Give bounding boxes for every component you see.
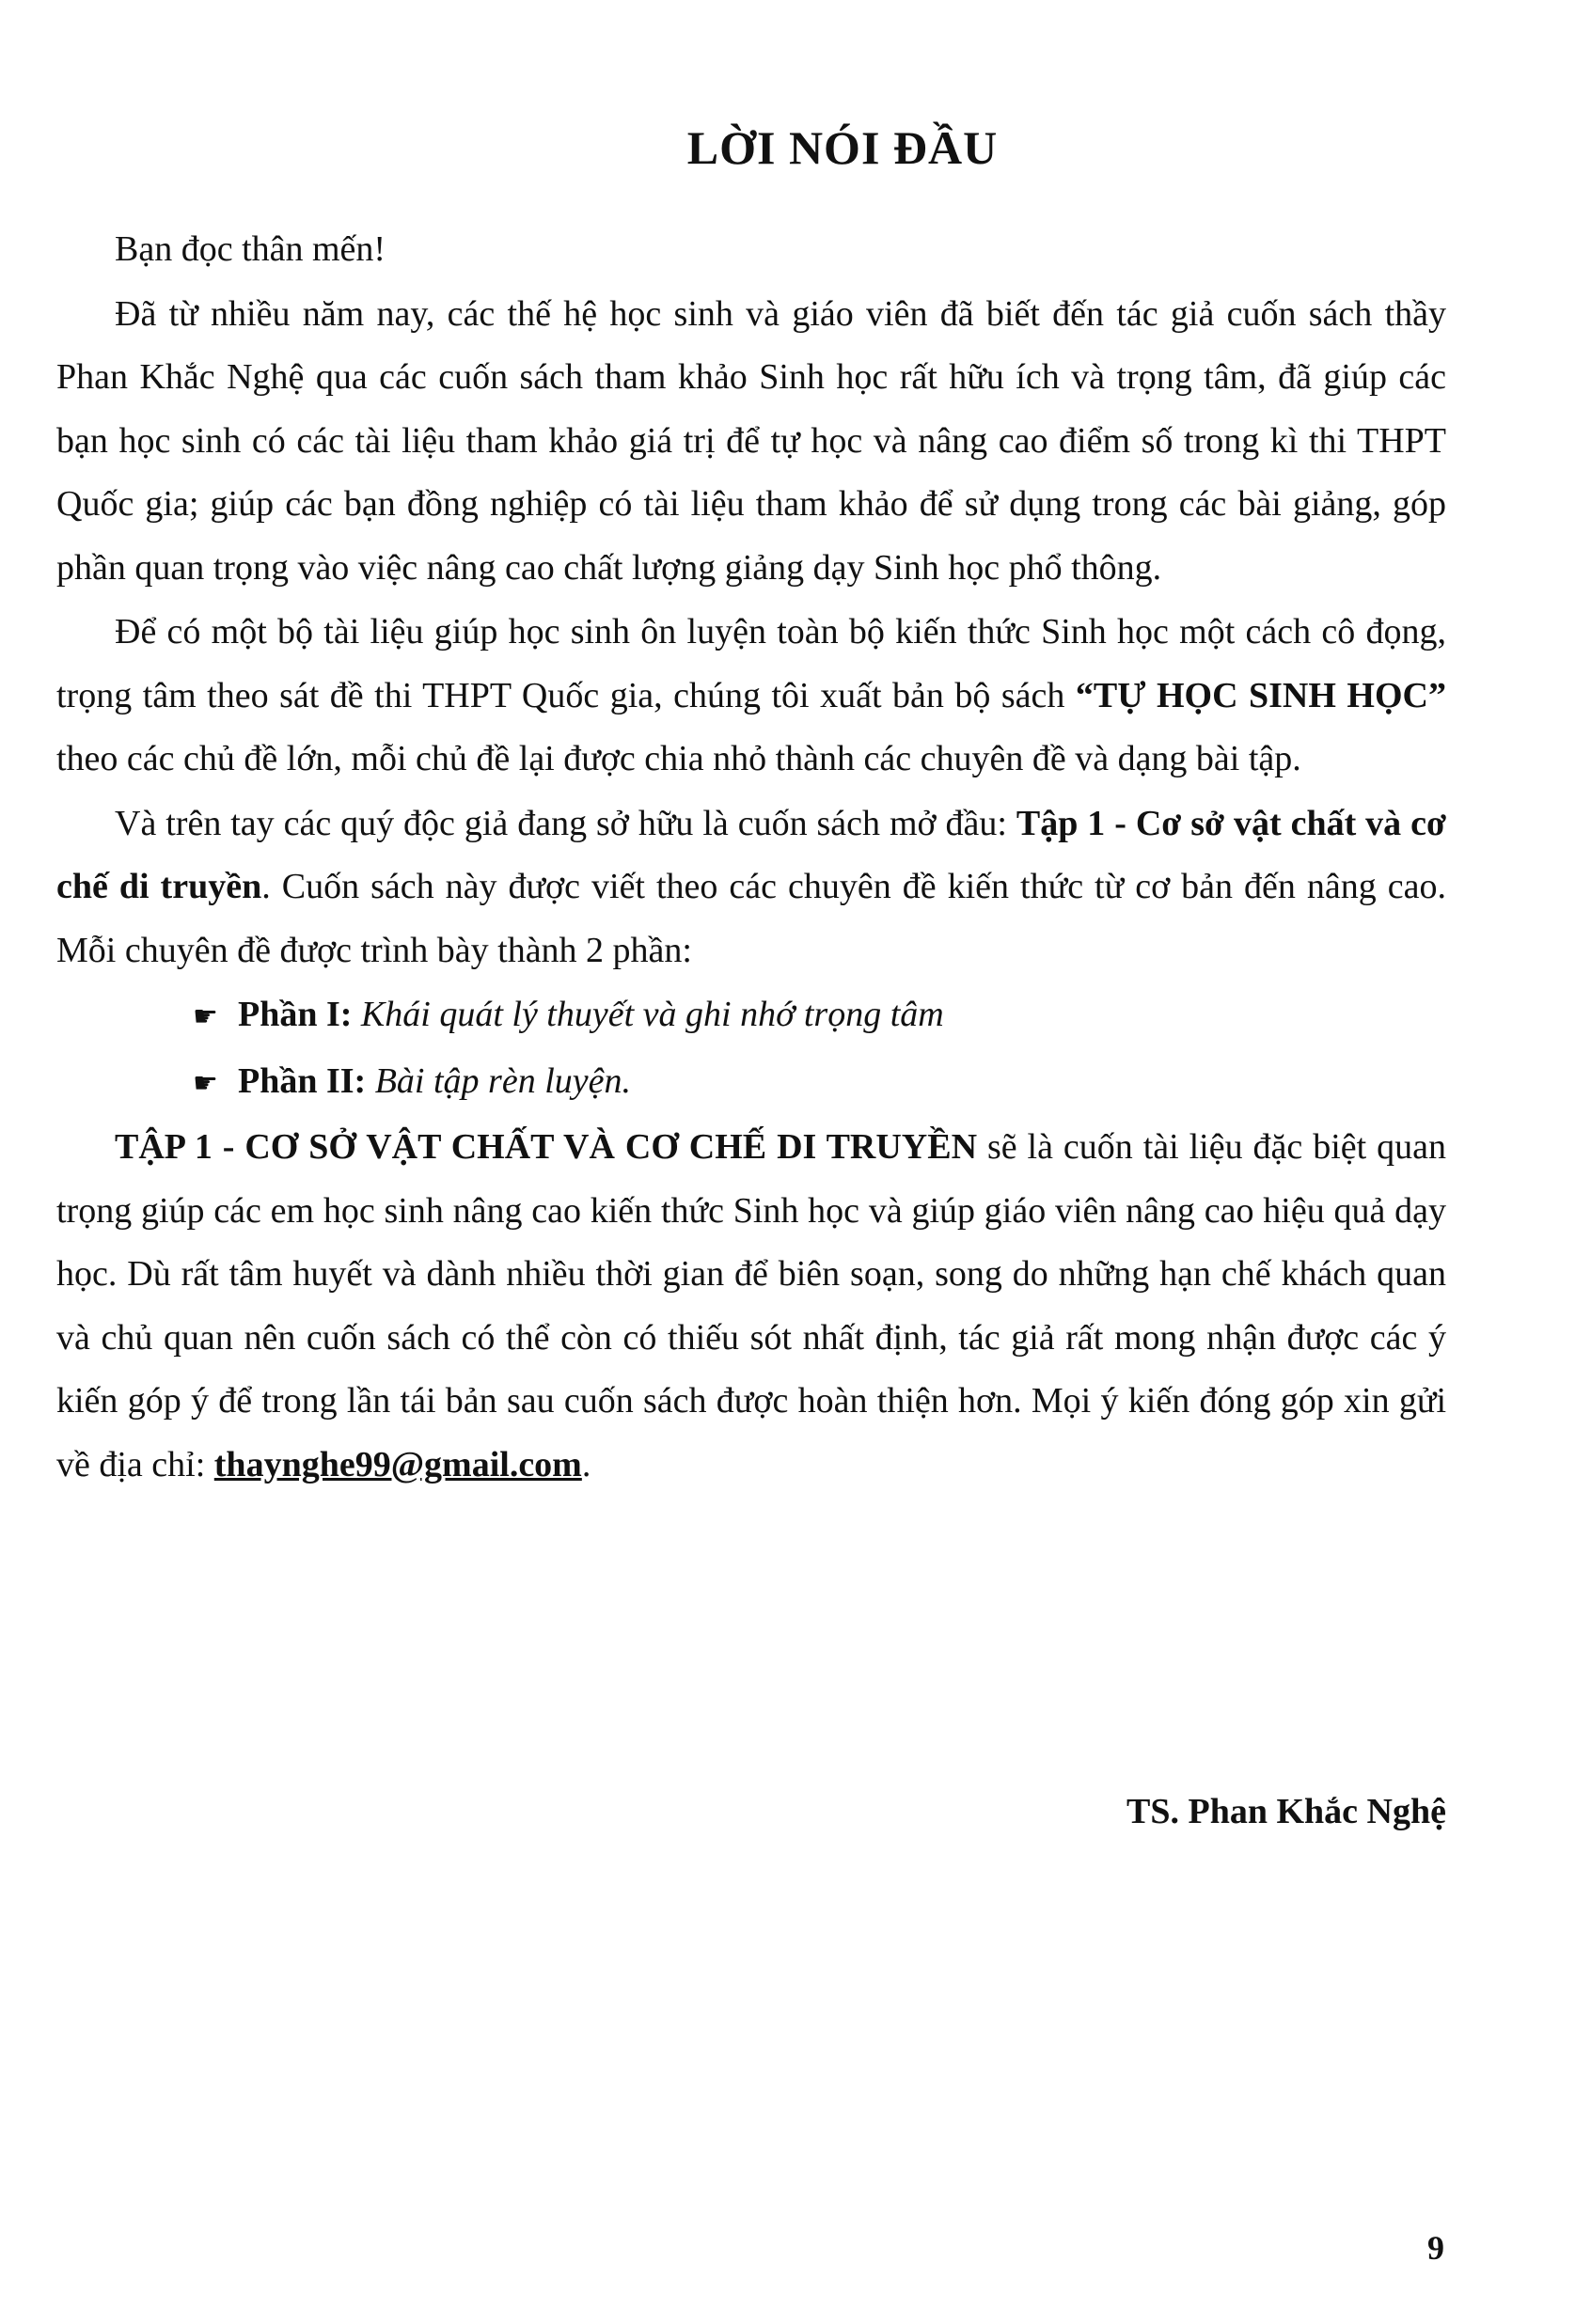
paragraph-closing xyxy=(56,1116,1446,1497)
part-item-2 xyxy=(56,1050,1446,1116)
part-desc: Bài tập rèn luyện. xyxy=(374,1060,631,1101)
book-title: Tập 1 - Cơ sở vật chất và cơ chế di truyền xyxy=(56,803,1446,906)
paragraph-book xyxy=(56,793,1446,983)
paragraph-closing-end: . xyxy=(581,1444,591,1484)
series-name: “TỰ HỌC SINH HỌC” xyxy=(1075,675,1446,715)
paragraph-book-text: Và trên tay các quý độc giả đang sở hữu là cuốn sách mở đầu: xyxy=(115,803,1016,843)
salutation: Bạn đọc thân mến! xyxy=(115,229,386,269)
paragraph-series-text-end: theo các chủ đề lớn, mỗi chủ đề lại được chia nhỏ thành các chuyên đề và dạng bài tập. xyxy=(56,739,1301,778)
pointing-hand-icon: ☛ xyxy=(193,1001,218,1032)
pointing-hand-icon: ☛ xyxy=(193,1067,218,1099)
paragraph-book-text-end: . Cuốn sách này được viết theo các chuyên đề kiến thức từ cơ bản đến nâng cao. Mỗi chuyên đề được trình bày thành 2 phần: xyxy=(56,867,1446,970)
book-title-caps: TẬP 1 - CƠ SỞ VẬT CHẤT VÀ CƠ CHẾ DI TRUYỀN xyxy=(115,1127,978,1167)
email-link[interactable]: thaynghe99@gmail.com xyxy=(213,1444,582,1484)
paragraph-closing-text: sẽ là cuốn tài liệu đặc biệt quan trọng giúp các em học sinh nâng cao kiến thức Sinh học và giúp giáo viên nâng cao hiệu quả dạy học. Dù rất tâm huyết và dành nhiều thời gian để biên soạn, song do những hạn chế khách quan và chủ quan nên cuốn sách có thể còn có thiếu sót nhất định, tác giả rất mong nhận được các ý kiến góp ý để trong lần tái bản sau cuốn sách được hoàn thiện hơn. Mọi ý kiến đóng góp xin gửi về địa chỉ: xyxy=(56,1127,1446,1484)
page-number: 9 xyxy=(1427,2229,1444,2267)
paragraph-series-text: Để có một bộ tài liệu giúp học sinh ôn luyện toàn bộ kiến thức Sinh học một cách cô đọng, trọng tâm theo sát đề thi THPT Quốc gia, chúng tôi xuất bản bộ sách xyxy=(56,612,1446,715)
paragraph-series xyxy=(56,601,1446,792)
part-label: Phần II: xyxy=(238,1060,367,1101)
part-desc: Khái quát lý thuyết và ghi nhớ trọng tâm xyxy=(360,995,944,1034)
part-item-1 xyxy=(56,983,1446,1049)
author-signature: TS. Phan Khắc Nghệ xyxy=(1126,1792,1446,1831)
paragraph-intro: Đã từ nhiều năm nay, các thế hệ học sinh và giáo viên đã biết đến tác giả cuốn sách thầy Phan Khắc Nghệ qua các cuốn sách tham khảo Sinh học rất hữu ích và trọng tâm, đã giúp các bạn học sinh có các tài liệu tham khảo giá trị để tự học và nâng cao điểm số trong kì thi THPT Quốc gia; giúp các bạn đồng nghiệp có tài liệu tham khảo để sử dụng trong các bài giảng, góp phần quan trọng vào việc nâng cao chất lượng giảng dạy Sinh học phổ thông. xyxy=(56,293,1446,588)
part-label: Phần I: xyxy=(238,995,353,1034)
page-title: LỜI NÓI ĐẦU xyxy=(686,121,999,174)
body-text xyxy=(56,218,1446,1497)
